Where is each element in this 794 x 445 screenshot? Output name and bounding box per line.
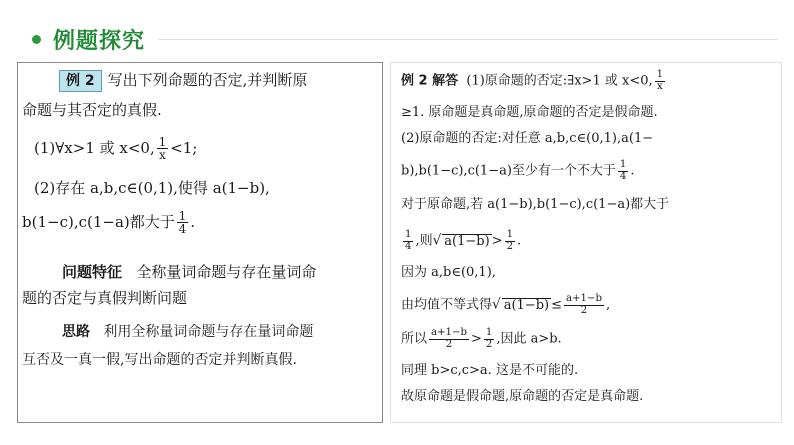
feature-line-2: 题的否定与真假判断问题 — [22, 289, 188, 307]
sqrt-radicand: a(1−b) — [503, 297, 550, 313]
header-divider — [158, 39, 778, 40]
answer-line-5: 对于原命题,若 a(1−b),b(1−c),c(1−a)都大于 — [401, 197, 670, 212]
answer-line-7: 因为 a,b∈(0,1), — [401, 265, 496, 280]
sqrt-sign: √ — [432, 232, 442, 249]
problem-item-2-line-1: (2)存在 a,b,c∈(0,1),使得 a(1−b), — [34, 179, 270, 197]
problem-line-2: 命题与其否定的真假. — [22, 101, 162, 119]
problem-item-1: (1)∀x>1 或 x<0, $\frac{1}{x}$ <1; — [34, 135, 198, 163]
bullet-dot-icon — [32, 35, 41, 44]
approach-label: 思路 — [62, 324, 90, 340]
fraction: $\frac{a+1-b}{2}$ — [431, 327, 467, 350]
feature-line-1: 问题特征 全称量词命题与存在量词命 — [62, 263, 317, 281]
fraction: $\frac{1}{4}$ — [405, 229, 412, 252]
approach-line-2: 互否及一真一假,写出命题的否定并判断真假. — [22, 352, 297, 368]
answer-line-2: ≥1. 原命题是真命题,原命题的否定是假命题. — [401, 105, 658, 120]
fraction: $\frac{1}{2}$ — [485, 327, 493, 350]
section-header — [32, 24, 145, 54]
section-title: 例题探究 — [53, 28, 146, 54]
fraction: $\frac{1}{4}$ — [619, 159, 627, 182]
problem-line-1: 例 2 写出下列命题的否定,并判断原 — [59, 70, 307, 92]
feature-label: 问题特征 — [62, 263, 123, 281]
sqrt-sign: √ — [492, 296, 501, 313]
answer-line-8: 由均值不等式得√ a(1−b) ≤ $\frac{a+1-b}{2}$ , — [401, 293, 611, 316]
approach-line-1: 思路 利用全称量词命题与存在量词命题 — [62, 324, 314, 340]
answer-line-11: 故原命题是假命题,原命题的否定是真命题. — [401, 389, 644, 404]
fraction: $\frac{1}{x}$ — [656, 69, 664, 92]
sqrt-radicand: a(1−b) — [444, 233, 490, 249]
problem-item-2-line-2: b(1−c),c(1−a)都大于 $\frac{1}{4}$ . — [22, 209, 195, 237]
fraction: $\frac{a+1-b}{2}$ — [566, 293, 602, 316]
answer-line-1: 例 2 解答 (1)原命题的否定:∃x>1 或 x<0, $\frac{1}{x}$ — [401, 69, 664, 92]
fraction: $\frac{1}{4}$ — [178, 209, 187, 237]
answer-line-10: 同理 b>c,c>a. 这是不可能的. — [401, 363, 579, 378]
answer-line-3: (2)原命题的否定:对任意 a,b,c∈(0,1),a(1− — [401, 131, 654, 146]
answer-label: 例 2 解答 — [401, 73, 459, 89]
answer-line-9: 所以 $\frac{a+1-b}{2}$ > $\frac{1}{2}$ ,因此 a>b. — [401, 327, 562, 350]
answer-line-4: b),b(1−c),c(1−a)至少有一个不大于 $\frac{1}{4}$ . — [401, 159, 635, 182]
example-badge: 例 2 — [59, 70, 102, 92]
answer-line-6: $\frac{1}{4}$ ,则√ a(1−b) > $\frac{1}{2}$ . — [405, 229, 522, 252]
fraction: $\frac{1}{x}$ — [158, 135, 167, 163]
fraction: $\frac{1}{2}$ — [506, 229, 514, 252]
